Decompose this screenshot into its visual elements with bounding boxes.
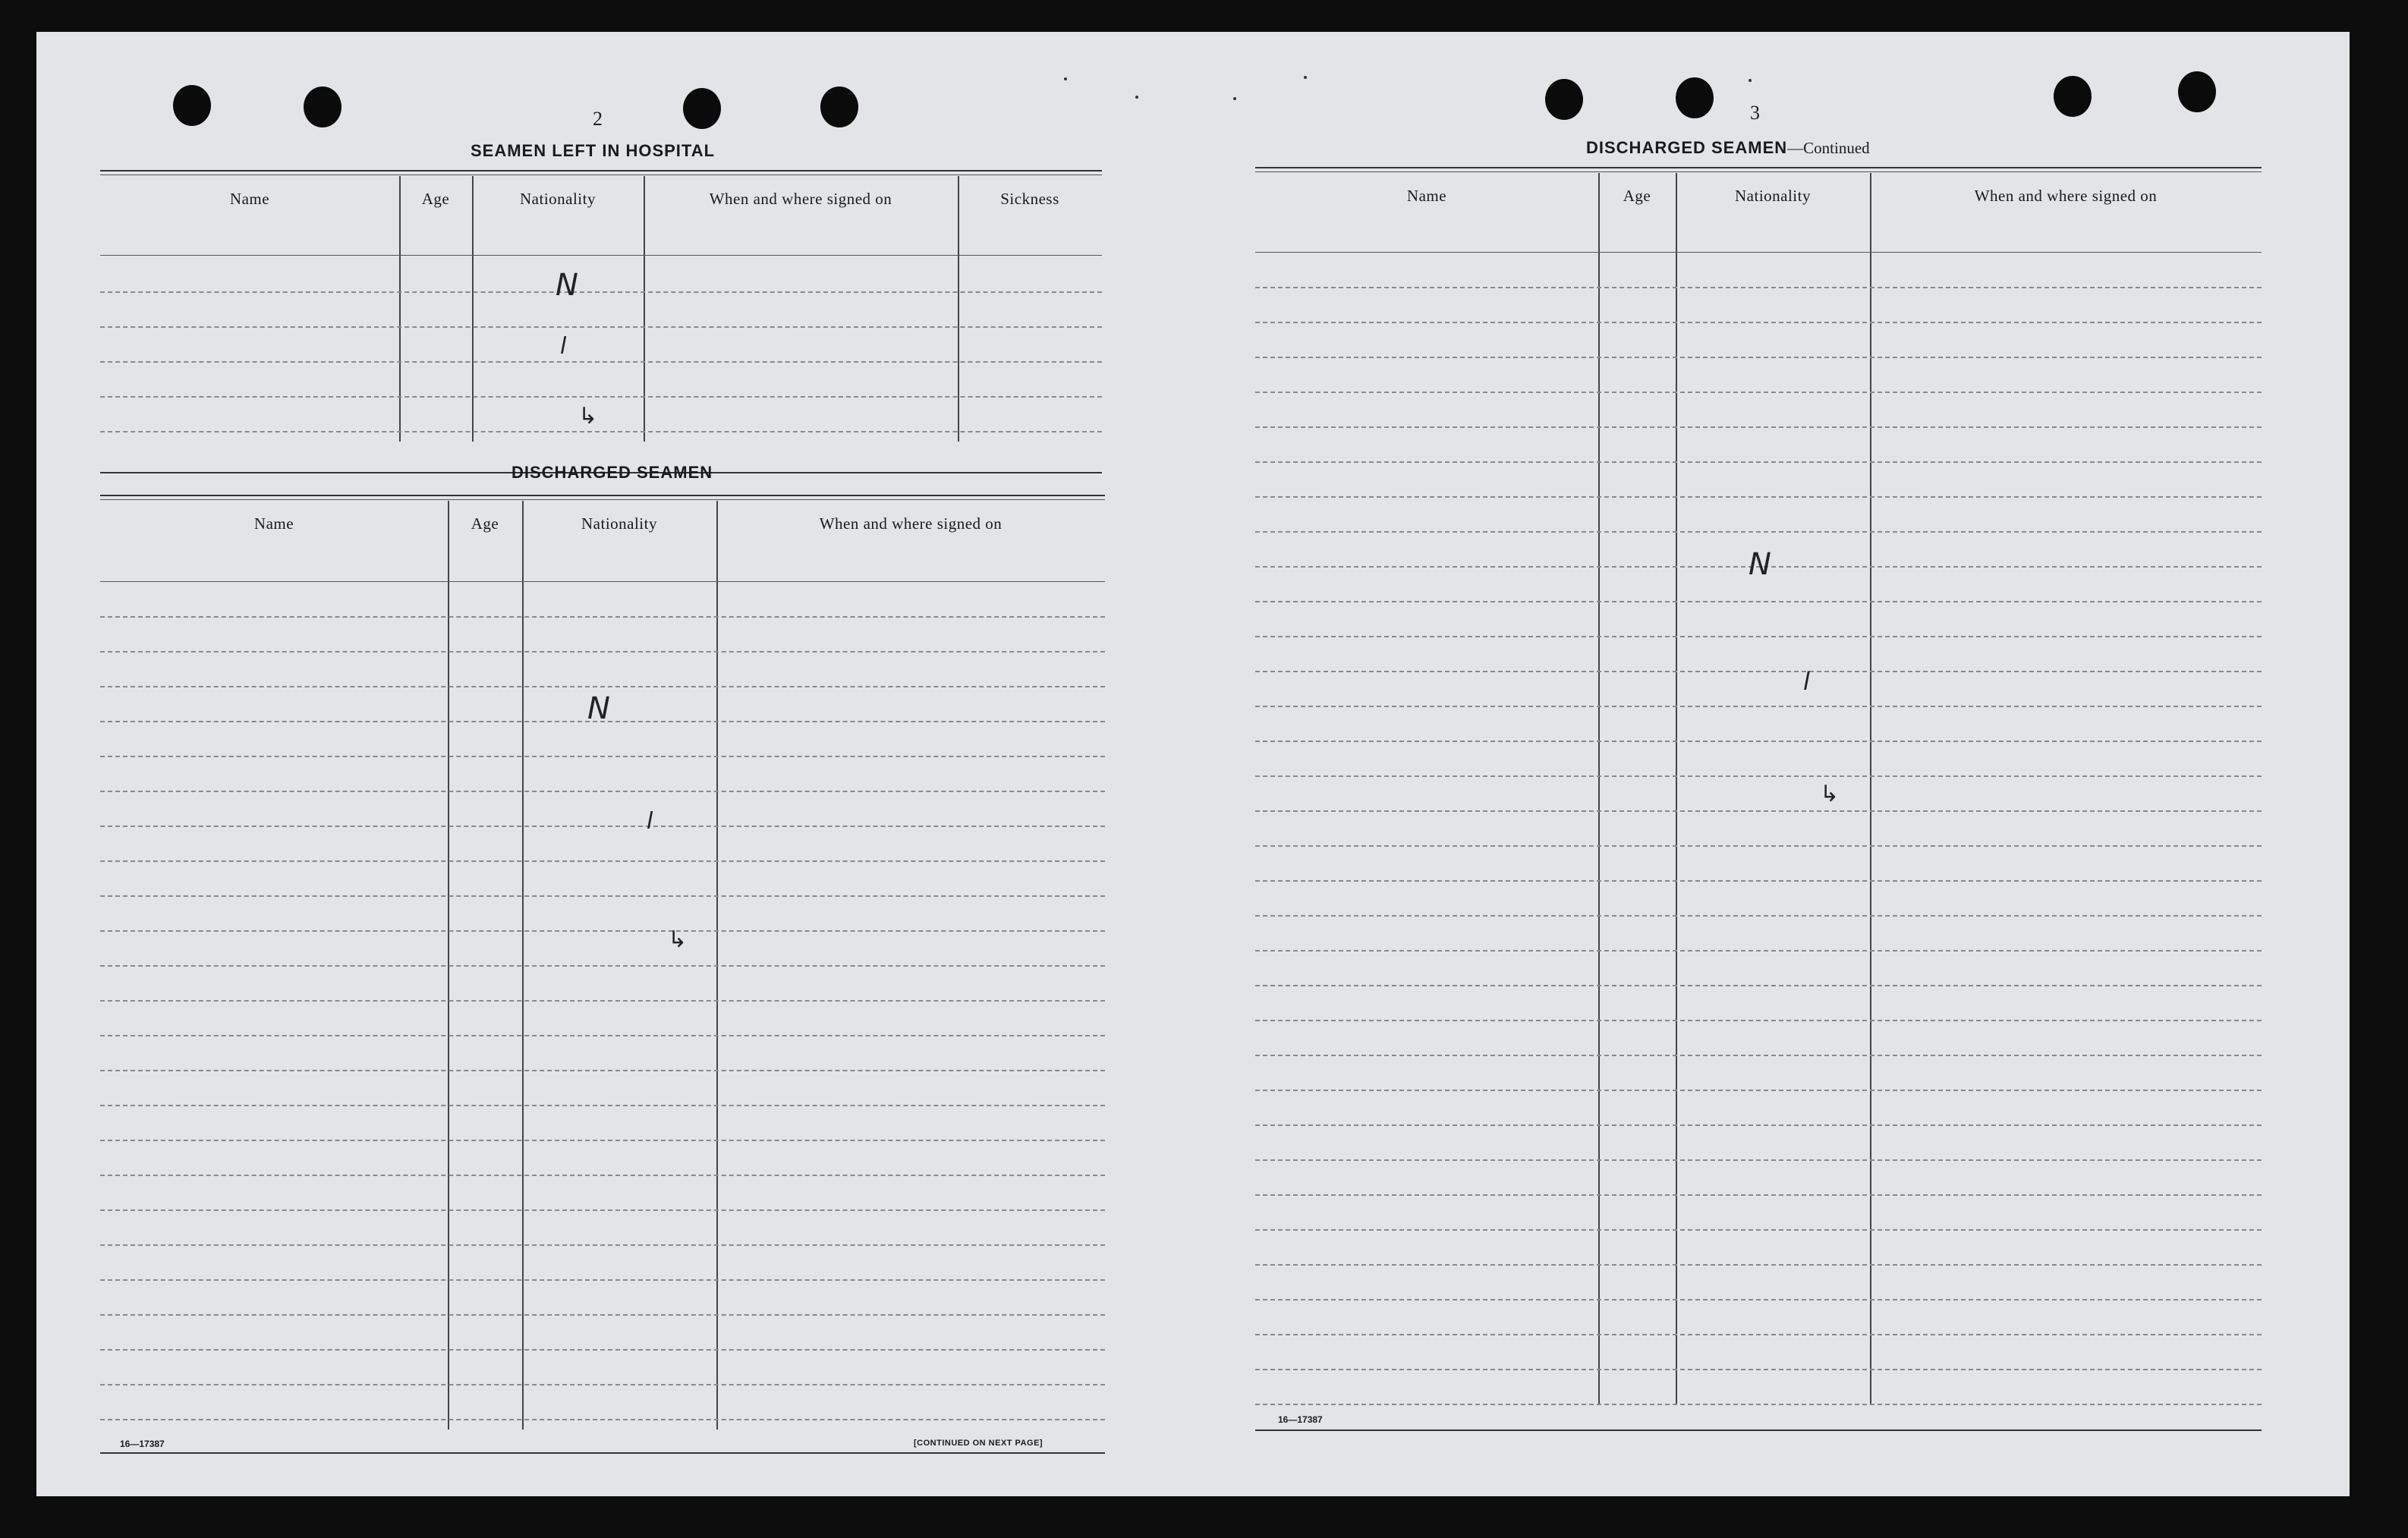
table-row	[100, 1035, 1105, 1036]
continued-col-age: Age	[1623, 187, 1651, 205]
continued-note: [CONTINUED ON NEXT PAGE]	[914, 1439, 1043, 1448]
hospital-col-signed-on: When and where signed on	[709, 190, 892, 208]
table-row	[100, 1314, 1105, 1316]
hospital-section-title: SEAMEN LEFT IN HOSPITAL	[471, 141, 716, 160]
table-row	[1255, 985, 2262, 986]
continued-suffix: —Continued	[1787, 139, 1870, 157]
table-row	[1255, 1299, 2262, 1301]
table-row	[100, 930, 1105, 932]
table-row	[1255, 880, 2262, 882]
table-row	[1255, 1194, 2262, 1196]
punch-hole	[683, 88, 721, 129]
table-row	[1255, 601, 2262, 602]
table-row	[100, 1279, 1105, 1281]
table-row	[1255, 741, 2262, 742]
table-row	[100, 1175, 1105, 1176]
table-row	[100, 651, 1105, 653]
table-row	[100, 1070, 1105, 1071]
table-row	[100, 965, 1105, 967]
table-row	[100, 1349, 1105, 1351]
table-row	[100, 1419, 1105, 1420]
hospital-col-sickness: Sickness	[1000, 190, 1059, 208]
punch-hole	[304, 86, 342, 127]
table-row	[100, 756, 1105, 757]
table-row	[100, 895, 1105, 897]
table-row	[100, 431, 1102, 432]
discharged-col-name: Name	[253, 514, 294, 533]
handwritten-mark: N	[587, 691, 610, 726]
table-row	[100, 1000, 1105, 1002]
table-row	[100, 616, 1105, 618]
table-row	[1255, 1264, 2262, 1266]
table-row	[1255, 1124, 2262, 1126]
continued-col-signed-on: When and where signed on	[1974, 187, 2158, 205]
table-row	[1255, 775, 2262, 777]
hospital-table	[100, 170, 1102, 475]
discharged-section-title: DISCHARGED SEAMEN	[512, 463, 713, 482]
table-row	[1255, 392, 2262, 393]
hospital-col-age: Age	[421, 190, 450, 208]
speck	[1749, 79, 1752, 82]
punch-hole	[820, 86, 858, 127]
table-row	[100, 1384, 1105, 1385]
continued-col-name: Name	[1406, 187, 1447, 205]
table-row	[1255, 636, 2262, 637]
table-row	[100, 1140, 1105, 1141]
table-row	[100, 686, 1105, 687]
punch-hole	[173, 85, 211, 126]
table-row	[100, 1209, 1105, 1211]
table-row	[1255, 496, 2262, 498]
table-row	[1255, 1404, 2262, 1405]
handwritten-mark: N	[556, 268, 578, 303]
discharged-continued-title-text: DISCHARGED SEAMEN	[1586, 138, 1788, 157]
table-row	[100, 1105, 1105, 1106]
table-row	[100, 791, 1105, 792]
discharged-continued-table	[1255, 167, 2262, 1439]
table-row	[1255, 531, 2262, 533]
hospital-col-nationality: Nationality	[520, 190, 596, 208]
table-row	[100, 361, 1102, 363]
table-row	[100, 1244, 1105, 1246]
discharged-col-signed-on: When and where signed on	[819, 514, 1003, 533]
table-row	[1255, 671, 2262, 672]
handwritten-mark: ↳	[668, 926, 688, 953]
page-number-left: 2	[593, 108, 603, 130]
document-sheet	[36, 32, 2350, 1496]
table-row	[1255, 950, 2262, 951]
punch-hole	[1676, 77, 1714, 118]
discharged-table	[100, 495, 1105, 1455]
table-row	[100, 326, 1102, 328]
table-row	[100, 291, 1102, 293]
table-row	[100, 396, 1102, 398]
handwritten-mark: l	[560, 333, 567, 360]
handwritten-mark: l	[647, 808, 653, 835]
table-row	[1255, 426, 2262, 428]
table-row	[1255, 1334, 2262, 1335]
table-row	[1255, 461, 2262, 463]
table-row	[1255, 1055, 2262, 1056]
table-row	[100, 826, 1105, 827]
table-row	[1255, 1159, 2262, 1161]
page-number-right: 3	[1750, 102, 1760, 124]
speck	[1064, 77, 1067, 80]
discharged-col-nationality: Nationality	[581, 514, 657, 533]
handwritten-mark: ↳	[1820, 781, 1840, 807]
table-row	[1255, 287, 2262, 288]
speck	[1304, 76, 1307, 79]
table-row	[1255, 1090, 2262, 1091]
table-row	[1255, 357, 2262, 358]
table-row	[1255, 1229, 2262, 1231]
table-row	[1255, 1020, 2262, 1021]
table-row	[100, 860, 1105, 862]
table-row	[1255, 1369, 2262, 1370]
table-row	[1255, 845, 2262, 847]
punch-hole	[1545, 79, 1583, 120]
handwritten-mark: ↳	[578, 403, 598, 429]
speck	[1135, 96, 1138, 99]
discharged-col-age: Age	[471, 514, 499, 533]
form-number-left: 16—17387	[120, 1439, 165, 1449]
table-row	[1255, 915, 2262, 917]
punch-hole	[2054, 76, 2092, 117]
speck	[1233, 97, 1236, 100]
table-row	[1255, 706, 2262, 707]
continued-col-nationality: Nationality	[1735, 187, 1811, 205]
hospital-col-name: Name	[229, 190, 270, 208]
table-row	[1255, 322, 2262, 323]
discharged-continued-title	[1586, 138, 1870, 158]
handwritten-mark: N	[1749, 547, 1771, 582]
handwritten-mark: l	[1803, 667, 1810, 696]
punch-hole	[2178, 71, 2216, 112]
table-row	[1255, 810, 2262, 812]
form-number-right: 16—17387	[1278, 1414, 1323, 1425]
